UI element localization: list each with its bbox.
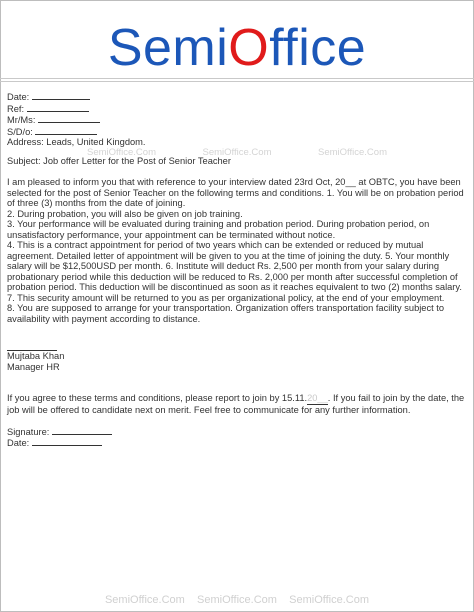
body-paragraph-1: I am pleased to inform you that with reference to your interview dated 23rd Oct, 20__ at OBTC, you have been selected for the post of Senior Teacher on the following terms and conditions. 1. You will be on probation period of three (3) months from the date of joining. xyxy=(7,177,464,208)
ack-date-blank xyxy=(32,437,102,446)
header-rule-2 xyxy=(0,81,474,82)
closing-paragraph xyxy=(7,393,467,415)
logo-part-semi: Semi xyxy=(107,19,229,77)
body-paragraph-6: 8. You are supposed to arrange for your transportation. Organization offers transportation facility subject to availability with payment according to distance. xyxy=(7,303,445,324)
subject-line: Subject: Job offer Letter for the Post of Senior Teacher xyxy=(7,156,231,166)
sdo-field xyxy=(7,126,467,138)
ref-blank xyxy=(27,103,89,112)
date-label: Date: xyxy=(7,92,30,102)
semioffice-logo xyxy=(0,18,474,78)
sdo-blank xyxy=(35,126,97,135)
body-paragraph-3: 3. Your performance will be evaluated during training and probation period. During probation period, on unsatisfactory performance, your appointment can be terminated without notice. xyxy=(7,219,430,240)
closing-text-start: If you agree to these terms and conditions, please report to join by 15.11. xyxy=(7,393,308,403)
body-paragraph-2: 2. During probation, you will also be given on job training. xyxy=(7,208,243,219)
watermark-text: SemiOffice.Com xyxy=(87,146,156,158)
signature-field xyxy=(7,426,467,438)
signatory-title: Manager HR xyxy=(7,361,60,372)
header-rule-1 xyxy=(0,78,474,79)
closing-text-end: . If you fail to join by the date, the job will be offered to candidate next on merit. Feel free to communicate for any further information. xyxy=(7,393,465,415)
watermark-text: SemiOffice.Com xyxy=(202,146,272,158)
ref-field xyxy=(7,103,467,115)
body-paragraph-4: 4. This is a contract appointment for period of two years which can be extended or reduced by mutual agreement. Detailed letter of appointment will be given to you at the time of joining the duty. 5. Your monthly salary will be $12,500USD per month. 6. Institute will deduct Rs. 2,500 per month from your salary during probationary period while this deduction will be reduced to Rs. 2,000 per month after successful completion of probation period. This deduction will be discontinued as soon as it reaches equivalent to two (2) months salary. xyxy=(7,240,462,292)
signature-label: Signature: xyxy=(7,426,50,437)
name-blank xyxy=(38,114,100,123)
ack-date-field xyxy=(7,437,467,449)
footer-watermark: SemiOffice.Com SemiOffice.Com SemiOffice.Com xyxy=(104,594,370,606)
join-date-blank: 20__ xyxy=(307,393,328,403)
name-field xyxy=(7,114,467,126)
signature-blank xyxy=(52,426,112,435)
date-field xyxy=(7,91,467,103)
date-blank xyxy=(32,91,90,100)
letter-content xyxy=(7,91,467,449)
ack-date-label: Date: xyxy=(7,438,30,448)
signatory-name: Mujtaba Khan xyxy=(7,351,65,361)
logo-part-ffice: ffice xyxy=(269,19,367,77)
address-line: Address: Leads, United Kingdom. xyxy=(7,137,146,147)
watermark-text: SemiOffice.Com xyxy=(318,146,387,158)
sdo-label: S/D/o: xyxy=(7,126,33,137)
ref-label: Ref: xyxy=(7,103,25,114)
name-label: Mr/Ms: xyxy=(7,115,36,125)
logo-part-o: O xyxy=(228,19,270,77)
body-paragraph-5: 7. This security amount will be returned to you as per organizational policy, at the end of your employment. xyxy=(7,292,445,303)
